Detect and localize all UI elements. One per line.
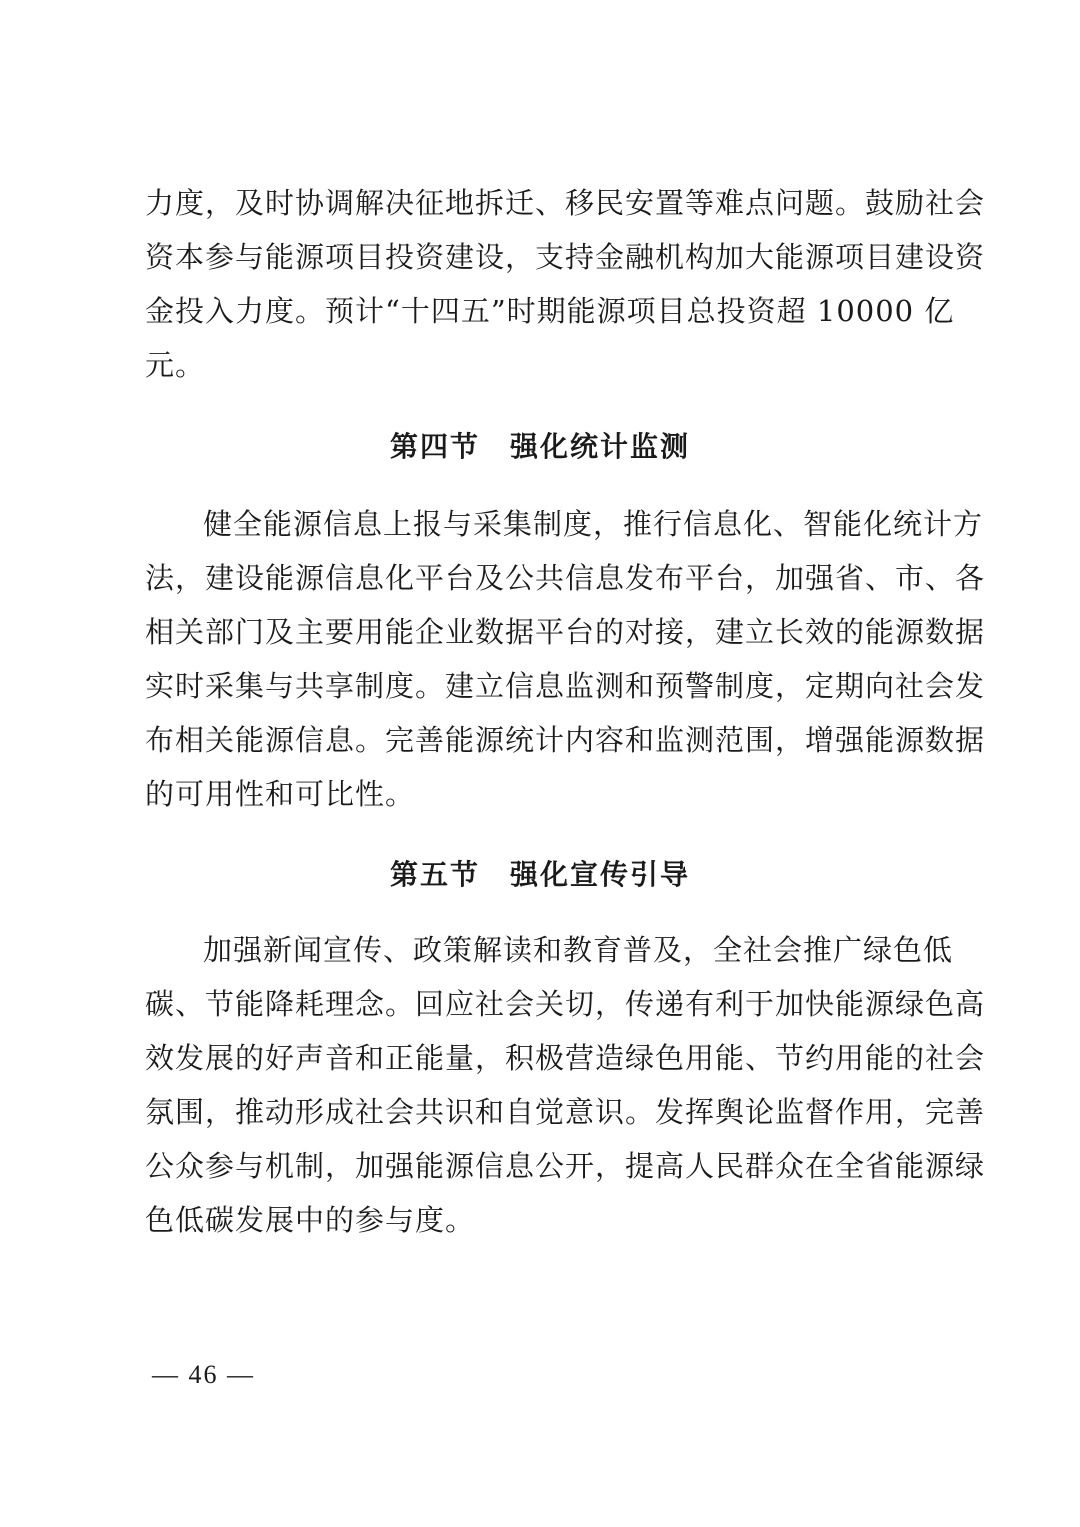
text-line: 资本参与能源项目投资建设，支持金融机构加大能源项目建设资 xyxy=(145,240,986,274)
text-line: 布相关能源信息。完善能源统计内容和监测范围，增强能源数据 xyxy=(145,723,986,757)
text-line: 加强新闻宣传、政策解读和教育普及，全社会推广绿色低 xyxy=(203,933,954,967)
section-heading-4 xyxy=(0,425,1080,465)
section-number: 第五节 xyxy=(389,858,480,891)
section-heading-5 xyxy=(0,853,1080,893)
text-line: 的可用性和可比性。 xyxy=(145,777,416,811)
text-line: 氛围，推动形成社会共识和自觉意识。发挥舆论监督作用，完善 xyxy=(145,1095,986,1129)
section-title: 强化统计监测 xyxy=(510,430,691,463)
section-4-paragraph xyxy=(145,497,986,821)
text-line: 实时采集与共享制度。建立信息监测和预警制度，定期向社会发 xyxy=(145,669,986,703)
section-title: 强化宣传引导 xyxy=(510,858,691,891)
page-number: — 46 — xyxy=(152,1360,255,1389)
text-line: 公众参与机制，加强能源信息公开，提高人民群众在全省能源绿 xyxy=(145,1149,986,1183)
paragraph-continued xyxy=(145,176,986,392)
text-line: 效发展的好声音和正能量，积极营造绿色用能、节约用能的社会 xyxy=(145,1041,986,1075)
text-line: 碳、节能降耗理念。回应社会关切，传递有利于加快能源绿色高 xyxy=(145,987,986,1021)
text-line: 色低碳发展中的参与度。 xyxy=(145,1203,476,1237)
text-line: 健全能源信息上报与采集制度，推行信息化、智能化统计方 xyxy=(203,507,984,541)
text-line: 相关部门及主要用能企业数据平台的对接，建立长效的能源数据 xyxy=(145,615,986,649)
section-5-paragraph xyxy=(145,923,986,1247)
text-line: 金投入力度。预计“十四五”时期能源项目总投资超 10000 亿 xyxy=(145,294,955,328)
section-number: 第四节 xyxy=(389,430,480,463)
text-line: 元。 xyxy=(145,348,206,382)
text-line: 法，建设能源信息化平台及公共信息发布平台，加强省、市、各 xyxy=(145,561,986,595)
text-line: 力度，及时协调解决征地拆迁、移民安置等难点问题。鼓励社会 xyxy=(145,186,986,220)
